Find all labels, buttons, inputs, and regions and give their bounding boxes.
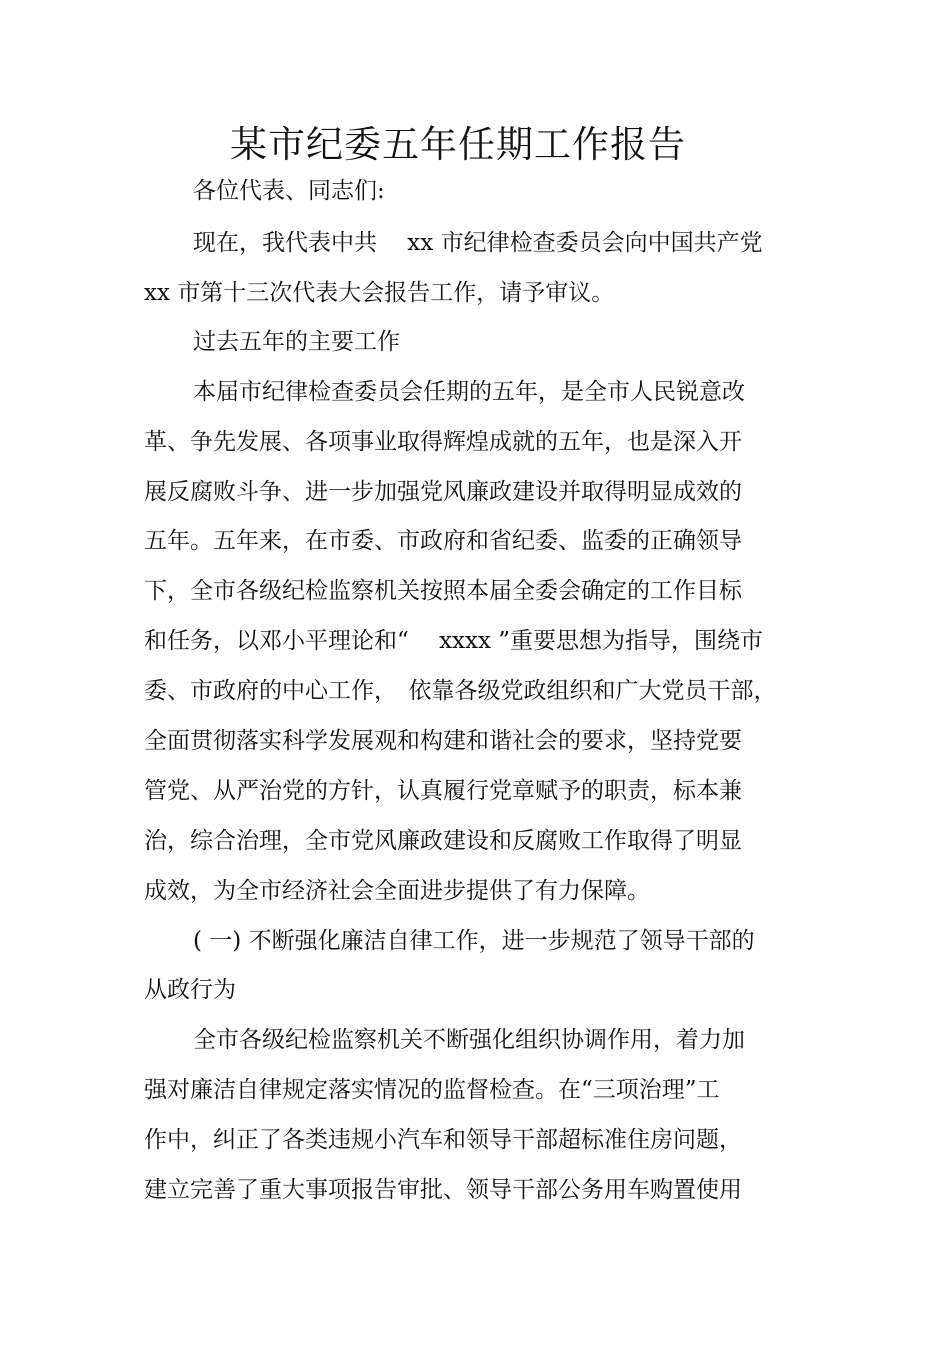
- text-line: 展反腐败斗争、进一步加强党风廉政建设并取得明显成效的: [144, 479, 742, 505]
- text-line: 五年。五年来，在市委、市政府和省纪委、监委的正确领导: [144, 528, 742, 554]
- text-line: 治，综合治理，全市党风廉政建设和反腐败工作取得了明显: [144, 828, 742, 854]
- text-line: 建立完善了重大事项报告审批、领导干部公务用车购置使用: [144, 1177, 742, 1203]
- text-line: 作中，纠正了各类违规小汽车和领导干部超标准住房问题，: [144, 1127, 742, 1153]
- text-line: xx 市第十三次代表大会报告工作，请予审议。: [144, 280, 615, 306]
- text-line: 委、市政府的中心工作， 依靠各级党政组织和广大党员干部，: [144, 678, 777, 704]
- text-line: 下，全市各级纪检监察机关按照本届全委会确定的工作目标: [144, 578, 742, 604]
- text-line: 成效，为全市经济社会全面进步提供了有力保障。: [144, 878, 650, 904]
- text-line: 和任务，以邓小平理论和“ xxxx ”重要思想为指导，围绕市: [144, 628, 764, 654]
- text-line: 强对廉洁自律规定落实情况的监督检查。在“三项治理”工: [144, 1077, 720, 1103]
- document-title: 某市纪委五年任期工作报告: [230, 123, 686, 166]
- text-line: 全面贯彻落实科学发展观和构建和谐社会的要求，坚持党要: [144, 728, 742, 754]
- subsection-heading: ( 一) 不断强化廉洁自律工作，进一步规范了领导干部的: [193, 928, 755, 954]
- section-heading: 过去五年的主要工作: [193, 329, 400, 355]
- text-line: 全市各级纪检监察机关不断强化组织协调作用，着力加: [193, 1027, 745, 1053]
- text-line: 本届市纪律检查委员会任期的五年，是全市人民锐意改: [193, 379, 745, 405]
- text-line: 各位代表、同志们:: [193, 178, 385, 204]
- text-line: 革、争先发展、各项事业取得辉煌成就的五年，也是深入开: [144, 429, 742, 455]
- text-line: 现在，我代表中共 xx 市纪律检查委员会向中国共产党: [193, 230, 763, 256]
- text-line: 管党、从严治党的方针，认真履行党章赋予的职责，标本兼: [144, 778, 742, 804]
- subsection-heading: 从政行为: [144, 977, 236, 1003]
